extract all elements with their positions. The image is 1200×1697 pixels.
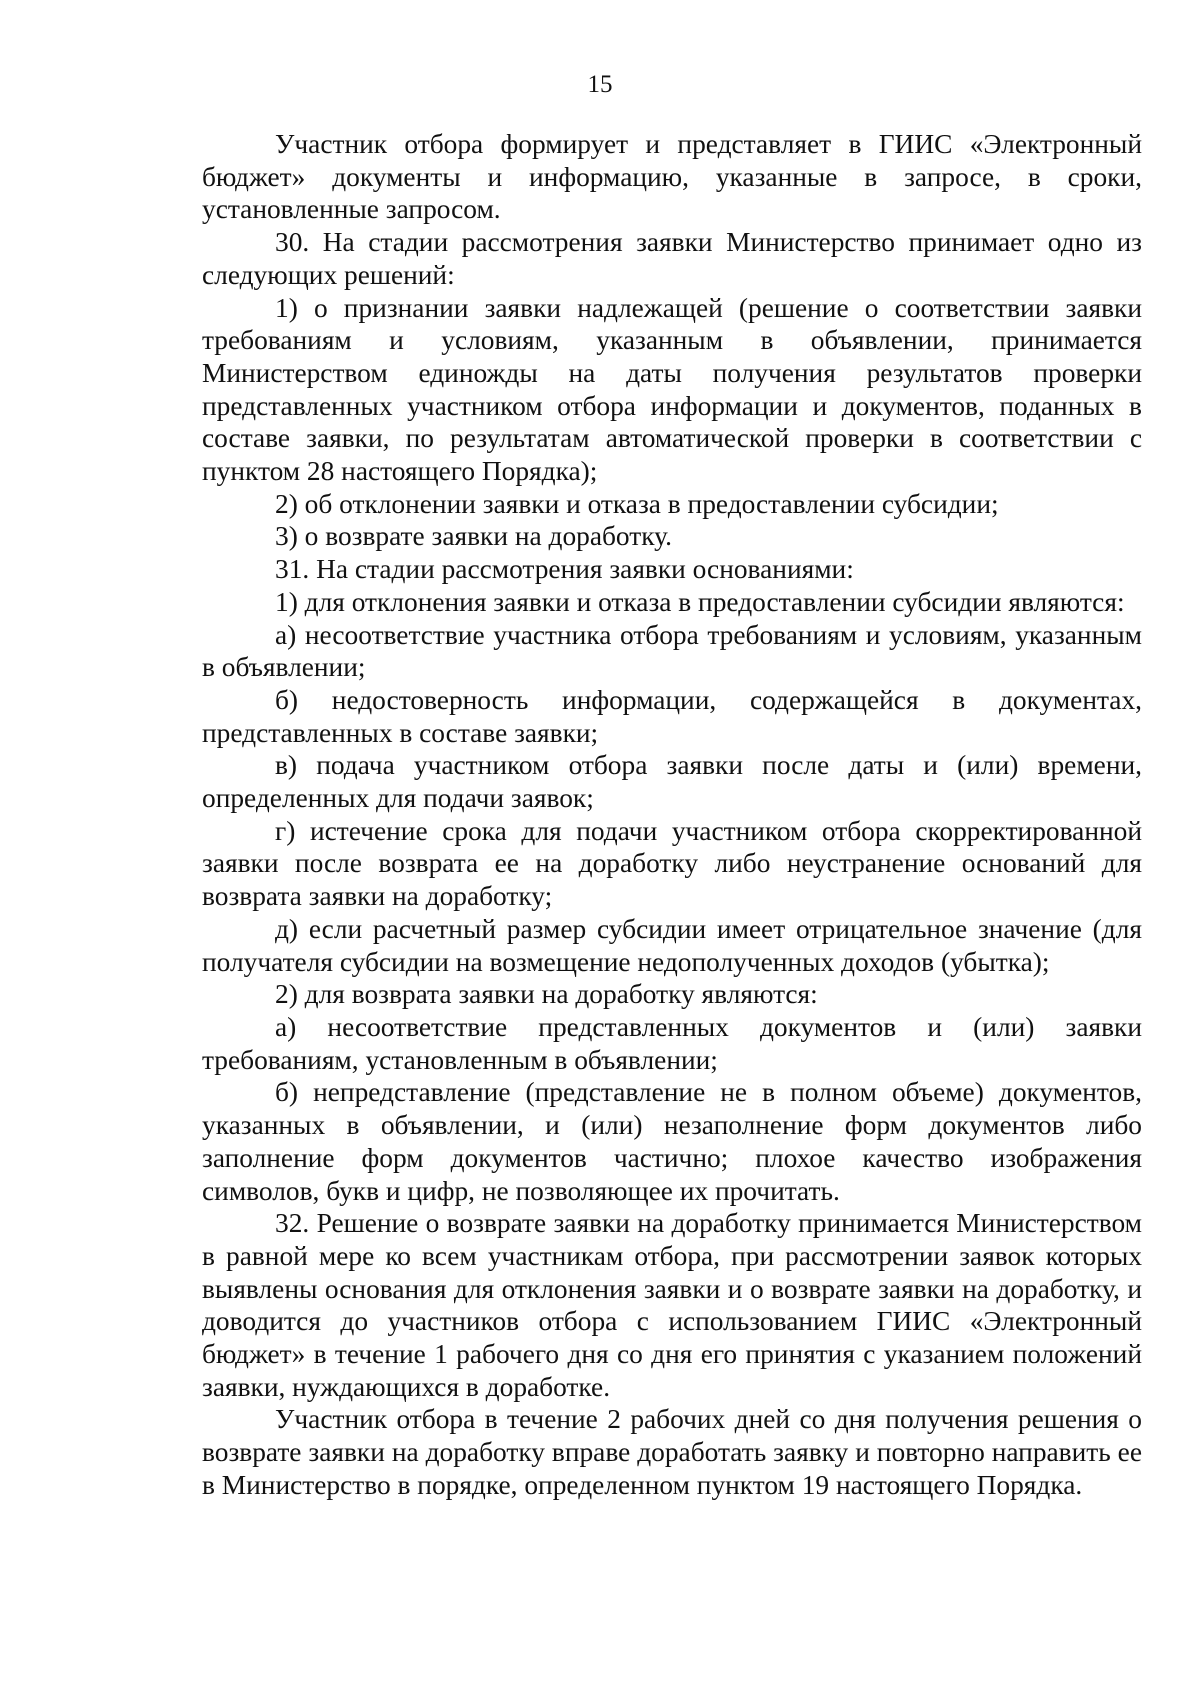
paragraph-31-item-1-v: в) подача участником отбора заявки после даты и (или) времени, определенных для подачи заявок; — [202, 750, 1142, 814]
paragraph-30-item-3: 3) о возврате заявки на доработку. — [275, 521, 672, 552]
paragraph-32: 32. Решение о возврате заявки на доработку принимается Министерством в равной мере ко всем участникам отбора, при рассмотрении заявок которых выявлены основания для отклонения заявки и о возврате заявки на доработку, и доводится до участников отбора с использованием ГИИС «Электронный бюджет» в течение 1 рабочего дня со дня его принятия с указанием положений заявки, нуждающихся в доработке. — [202, 1208, 1142, 1402]
paragraph-31-item-1-b: б) недостоверность информации, содержащейся в документах, представленных в составе заявки; — [202, 684, 1142, 748]
paragraph-31-item-1-g: г) истечение срока для подачи участником отбора скорректированной заявки после возврата ее на доработку либо неустранение оснований для возврата заявки на доработку; — [202, 815, 1142, 912]
document-body — [202, 128, 1142, 1502]
paragraph-30-item-2: 2) об отклонении заявки и отказа в предоставлении субсидии; — [275, 488, 999, 519]
paragraph-31-item-2-a: а) несоответствие представленных документов и (или) заявки требованиям, установленным в объявлении; — [202, 1011, 1142, 1075]
paragraph-31-item-1: 1) для отклонения заявки и отказа в предоставлении субсидии являются: — [275, 586, 1125, 617]
paragraph-participant-rework: Участник отбора в течение 2 рабочих дней со дня получения решения о возврате заявки на доработку вправе доработать заявку и повторно направить ее в Министерство в порядке, определенном пунктом 19 настоящего Порядка. — [202, 1404, 1142, 1500]
paragraph-participant-submits: Участник отбора формирует и представляет в ГИИС «Электронный бюджет» документы и информацию, указанные в запросе, в сроки, установленные запросом. — [202, 129, 1142, 225]
paragraph-31-item-2: 2) для возврата заявки на доработку являются: — [275, 979, 818, 1010]
paragraph-30: 30. На стадии рассмотрения заявки Министерство принимает одно из следующих решений: — [202, 227, 1142, 290]
paragraph-31-item-1-d: д) если расчетный размер субсидии имеет отрицательное значение (для получателя субсидии на возмещение недополученных доходов (убытка); — [202, 913, 1142, 977]
paragraph-30-item-1: 1) о признании заявки надлежащей (решение о соответствии заявки требованиям и условиям, указанным в объявлении, принимается Министерством единожды на даты получения результатов проверки представленных участником отбора информации и документов, поданных в составе заявки, по результатам автоматической проверки в соответствии с пунктом 28 настоящего Порядка); — [202, 292, 1142, 487]
paragraph-31: 31. На стадии рассмотрения заявки основаниями: — [275, 554, 854, 585]
paragraph-31-item-2-b: б) непредставление (представление не в полном объеме) документов, указанных в объявлении, и (или) незаполнение форм документов либо заполнение форм документов частично; плохое качество изображения символов, букв и цифр, не позволяющее их прочитать. — [202, 1077, 1142, 1206]
paragraph-31-item-1-a: а) несоответствие участника отбора требованиям и условиям, указанным в объявлении; — [202, 619, 1142, 683]
page-number: 15 — [587, 71, 613, 98]
